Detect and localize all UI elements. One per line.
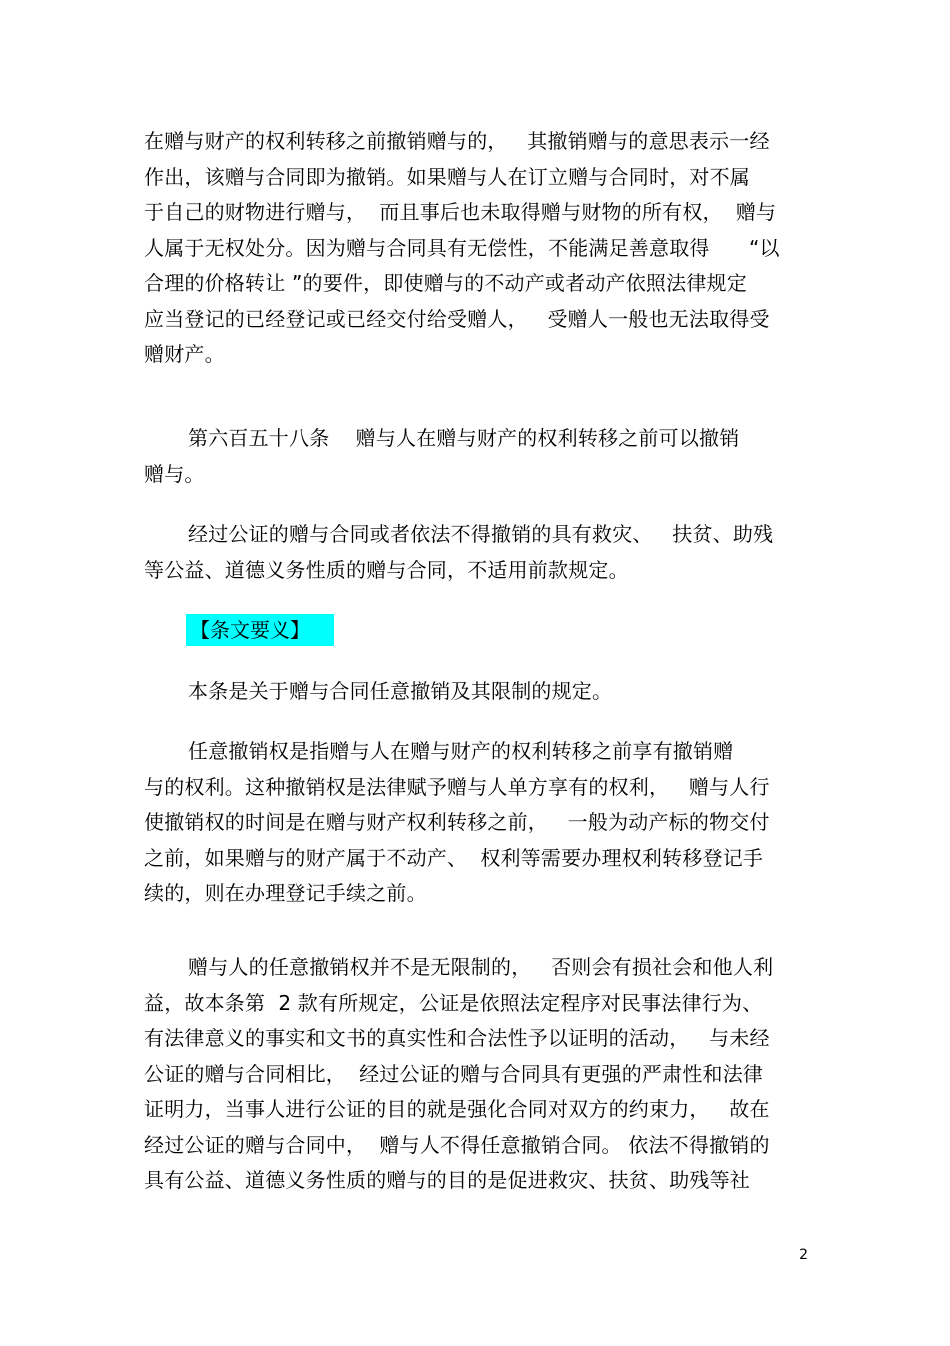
text-line: 等公益、道德义务性质的赠与合同，不适用前款规定。: [144, 557, 629, 582]
section-heading-highlight: 【条文要义】: [186, 614, 334, 646]
text-line: 经过公证的赠与合同中， 赠与人不得任意撤销合同。 依法不得撤销的: [144, 1132, 770, 1157]
text-line: 有法律意义的事实和文书的真实性和合法性予以证明的活动， 与未经: [144, 1026, 770, 1050]
text-line: 之前，如果赠与的财产属于不动产、 权利等需要办理权利转移登记手: [144, 845, 764, 870]
paragraph-arbitrary-revocation-right: [144, 734, 809, 912]
text-line: 续的，则在办理登记手续之前。: [144, 881, 427, 905]
paragraph-article-658: [144, 421, 809, 492]
text-line: 作出，该赠与合同即为撤销。如果赠与人在订立赠与合同时，对不属: [144, 164, 750, 189]
text-line: 第六百五十八条 赠与人在赠与财产的权利转移之前可以撤销: [188, 426, 740, 450]
text-line: 与的权利。这种撤销权是法律赋予赠与人单方享有的权利， 赠与人行: [144, 774, 770, 799]
text-line: 经过公证的赠与合同或者依法不得撤销的具有救灾、 扶贫、助残: [188, 522, 774, 546]
text-line: 合理的价格转让 ”的要件，即使赠与的不动产或者动产依照法律规定: [144, 271, 747, 295]
text-line: 应当登记的已经登记或已经交付给受赠人， 受赠人一般也无法取得受: [144, 306, 770, 331]
text-line: 赠财产。: [144, 342, 225, 366]
text-line: 公证的赠与合同相比， 经过公证的赠与合同具有更强的严肃性和法律: [144, 1061, 764, 1086]
text-line: 使撤销权的时间是在赠与财产权利转移之前， 一般为动产标的物交付: [144, 810, 770, 834]
text-line: 具有公益、道德义务性质的赠与的目的是促进救灾、扶贫、助残等社: [144, 1168, 750, 1192]
text-line: 赠与。: [144, 461, 205, 486]
paragraph-gift-revocation-effect: [144, 124, 809, 373]
text-line: 赠与人的任意撤销权并不是无限制的， 否则会有损社会和他人利: [188, 955, 774, 979]
text-line: 任意撤销权是指赠与人在赠与财产的权利转移之前享有撤销赠: [188, 739, 734, 763]
paragraph-article-658-clause-2: [144, 517, 809, 588]
page-number: 2: [799, 1247, 808, 1263]
paragraph-article-summary: [144, 674, 809, 710]
text-line: 于自己的财物进行赠与， 而且事后也未取得赠与财物的所有权， 赠与: [144, 200, 777, 224]
text-line: 人属于无权处分。因为赠与合同具有无偿性，不能满足善意取得 “以: [144, 235, 780, 260]
text-line: 在赠与财产的权利转移之前撤销赠与的， 其撤销赠与的意思表示一经: [144, 129, 770, 153]
paragraph-revocation-limits: [144, 950, 809, 1199]
text-line: 证明力，当事人进行公证的目的就是强化合同对双方的约束力， 故在: [144, 1097, 770, 1121]
text-line: 本条是关于赠与合同任意撤销及其限制的规定。: [188, 679, 613, 703]
text-line: 益，故本条第 2 款有所规定，公证是依照法定程序对民事法律行为、: [144, 990, 763, 1015]
